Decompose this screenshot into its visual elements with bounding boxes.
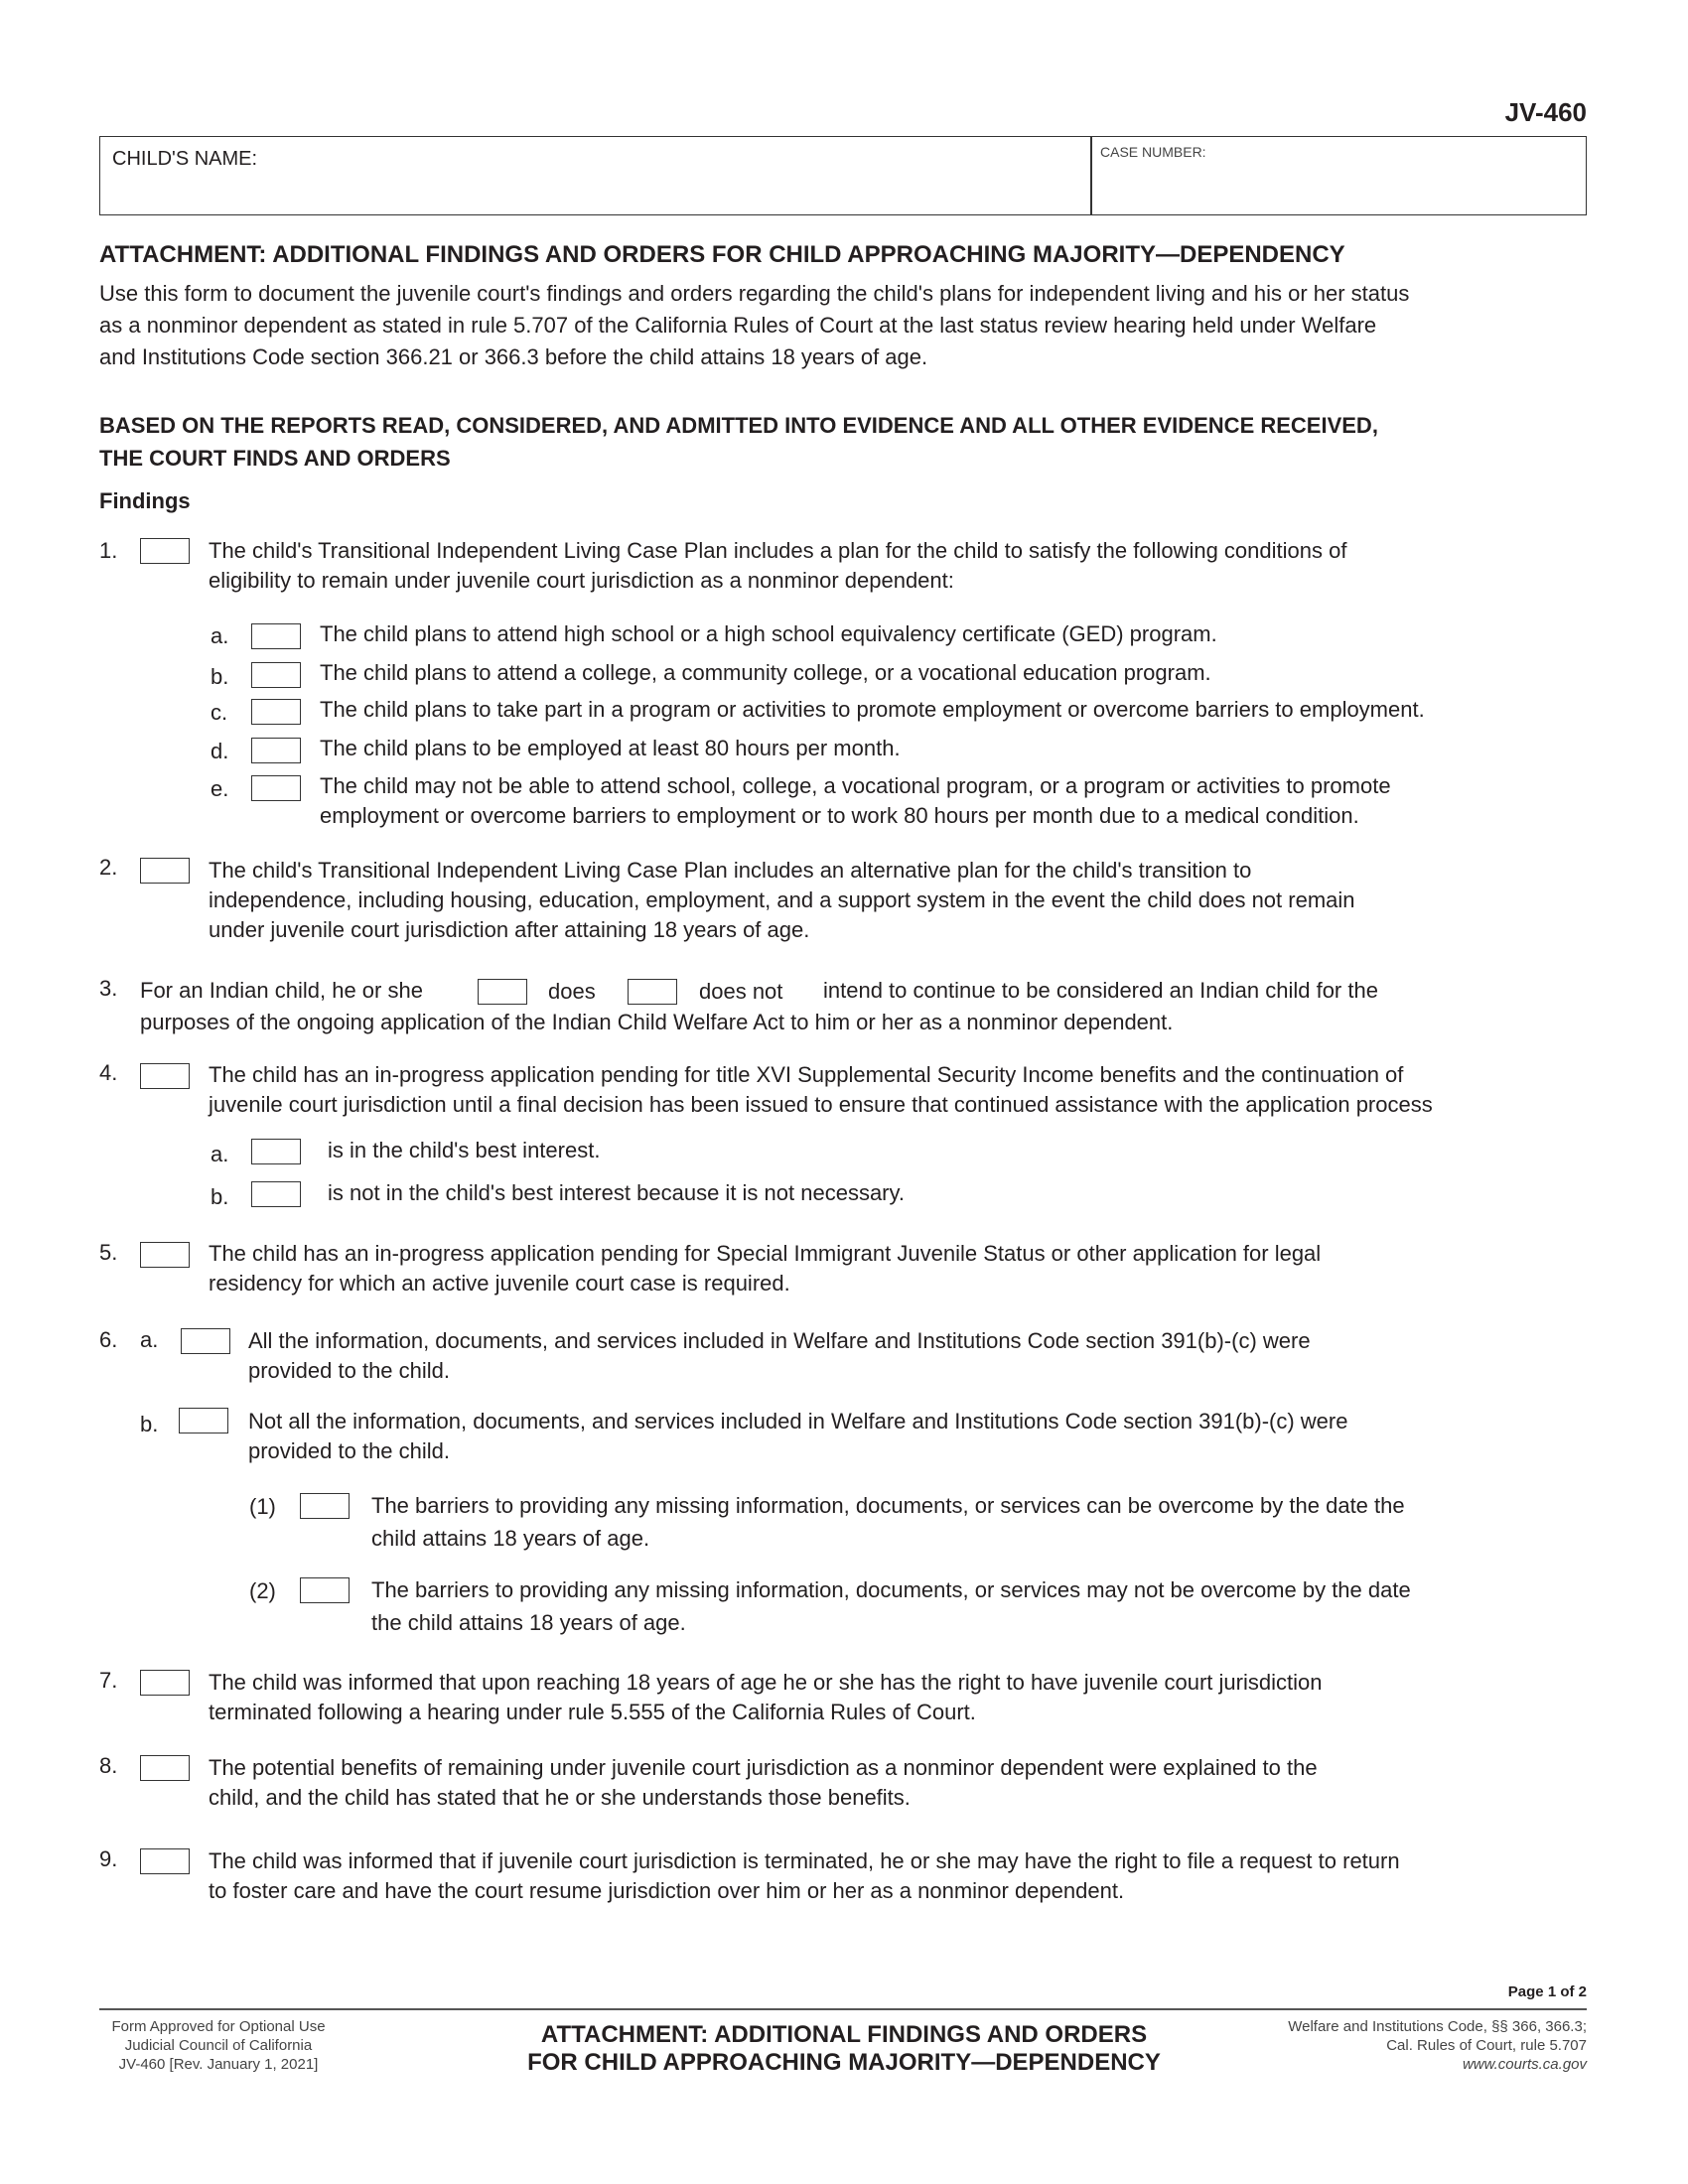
intro-paragraph [99, 278, 1589, 373]
item-number: 5. [99, 1240, 118, 1265]
item-2-line: The child's Transitional Independent Living Case Plan includes an alternative plan for the child's transition to [209, 858, 1252, 883]
item-3-trailing-text: intend to continue to be considered an Indian child for the [823, 978, 1378, 1003]
item-7-line: The child was informed that upon reaching 18 years of age he or she has the right to have juvenile court jurisdiction [209, 1670, 1323, 1695]
footer-right-line: Welfare and Institutions Code, §§ 366, 366.3; [1288, 2018, 1587, 2035]
footer-right-line: Cal. Rules of Court, rule 5.707 [1386, 2037, 1587, 2054]
item-7-text [209, 1668, 1322, 1727]
item-8-checkbox[interactable] [140, 1755, 190, 1781]
item-3-lead-text: For an Indian child, he or she [140, 978, 423, 1003]
item-1e-line: employment or overcome barriers to employment or to work 80 hours per month due to a medical condition. [320, 803, 1359, 828]
intro-line: and Institutions Code section 366.21 or 366.3 before the child attains 18 years of age. [99, 344, 928, 369]
item-1-checkbox[interactable] [140, 538, 190, 564]
item-1a-text: The child plans to attend high school or a high school equivalency certificate (GED) program. [320, 621, 1217, 646]
case-number-field[interactable]: CASE NUMBER: [1100, 144, 1206, 160]
footer-title-line: FOR CHILD APPROACHING MAJORITY—DEPENDENCY [527, 2049, 1161, 2076]
item-6b2-line: the child attains 18 years of age. [371, 1610, 686, 1635]
item-2-text [209, 856, 1355, 945]
footer-left-line: JV-460 [Rev. January 1, 2021] [118, 2056, 319, 2073]
item-5-line: The child has an in-progress application pending for Special Immigrant Juvenile Status or other application for legal [209, 1241, 1322, 1266]
findings-heading: Findings [99, 488, 191, 513]
item-1-line: eligibility to remain under juvenile court jurisdiction as a nonminor dependent: [209, 568, 954, 593]
item-6b2-checkbox[interactable] [300, 1577, 350, 1603]
item-2-line: under juvenile court jurisdiction after attaining 18 years of age. [209, 917, 810, 942]
item-4-checkbox[interactable] [140, 1063, 190, 1089]
caption-divider [1090, 137, 1092, 214]
item-3-does-not-label: does not [699, 979, 783, 1004]
item-number: 8. [99, 1753, 118, 1778]
item-6a-line: provided to the child. [248, 1358, 451, 1383]
sub-letter: b. [211, 1184, 229, 1209]
item-6a-checkbox[interactable] [181, 1328, 230, 1354]
item-1e-checkbox[interactable] [251, 775, 301, 801]
item-8-line: child, and the child has stated that he or she understands those benefits. [209, 1785, 911, 1810]
page-title: ATTACHMENT: ADDITIONAL FINDINGS AND ORDERS FOR CHILD APPROACHING MAJORITY—DEPENDENCY [99, 241, 1345, 268]
item-8-line: The potential benefits of remaining under juvenile court jurisdiction as a nonminor dependent were explained to the [209, 1755, 1318, 1780]
item-1a-checkbox[interactable] [251, 623, 301, 649]
item-6b2-text [371, 1575, 1411, 1638]
item-4-text [209, 1060, 1433, 1120]
item-9-text [209, 1846, 1400, 1906]
item-5-checkbox[interactable] [140, 1242, 190, 1268]
item-number: 2. [99, 855, 118, 880]
item-number: 7. [99, 1668, 118, 1693]
item-7-checkbox[interactable] [140, 1670, 190, 1696]
sub-letter: b. [211, 664, 229, 689]
court-finds-line: THE COURT FINDS AND ORDERS [99, 446, 451, 471]
item-1c-text: The child plans to take part in a program or activities to promote employment or overcome barriers to employment. [320, 697, 1425, 722]
item-4b-checkbox[interactable] [251, 1181, 301, 1207]
item-5-text [209, 1239, 1321, 1298]
item-1e-line: The child may not be able to attend school, college, a vocational program, or a program or activities to promote [320, 773, 1391, 798]
caption-box [99, 136, 1587, 215]
item-3-does-label: does [548, 979, 596, 1004]
item-8-text [209, 1753, 1318, 1813]
item-1d-text: The child plans to be employed at least 80 hours per month. [320, 736, 901, 760]
court-finds-line: BASED ON THE REPORTS READ, CONSIDERED, AND ADMITTED INTO EVIDENCE AND ALL OTHER EVIDENCE RECEIVED, [99, 413, 1378, 438]
item-6b1-line: The barriers to providing any missing information, documents, or services can be overcome by the date the [371, 1493, 1405, 1518]
item-6a-text [248, 1326, 1311, 1386]
item-6b1-text [371, 1491, 1405, 1554]
item-6b-line: Not all the information, documents, and services included in Welfare and Institutions Code section 391(b)-(c) were [248, 1409, 1348, 1433]
item-number: 4. [99, 1060, 118, 1085]
item-1c-checkbox[interactable] [251, 699, 301, 725]
sub-letter: b. [140, 1412, 159, 1436]
item-number: 9. [99, 1846, 118, 1871]
item-1d-checkbox[interactable] [251, 738, 301, 763]
item-number: 6. [99, 1327, 118, 1352]
intro-line: Use this form to document the juvenile court's findings and orders regarding the child's plans for independent living and his or her status [99, 281, 1410, 306]
item-2-checkbox[interactable] [140, 858, 190, 884]
item-6b-checkbox[interactable] [179, 1408, 228, 1433]
intro-line: as a nonminor dependent as stated in rule 5.707 of the California Rules of Court at the last status review hearing held under Welfare [99, 313, 1377, 338]
item-1b-text: The child plans to attend a college, a community college, or a vocational education program. [320, 660, 1211, 685]
footer-website-link[interactable]: www.courts.ca.gov [1462, 2056, 1587, 2073]
item-4-line: juvenile court jurisdiction until a final decision has been issued to ensure that continued assistance with the application process [209, 1092, 1433, 1117]
item-6b1-line: child attains 18 years of age. [371, 1526, 650, 1551]
sub-letter: d. [211, 739, 229, 763]
footer-divider [99, 2008, 1587, 2010]
item-6b-line: provided to the child. [248, 1438, 451, 1463]
item-1-line: The child's Transitional Independent Living Case Plan includes a plan for the child to satisfy the following conditions of [209, 538, 1347, 563]
item-4b-text: is not in the child's best interest because it is not necessary. [328, 1180, 905, 1205]
item-4a-checkbox[interactable] [251, 1139, 301, 1164]
item-3-does-not-checkbox[interactable] [628, 979, 677, 1005]
footer-title-line: ATTACHMENT: ADDITIONAL FINDINGS AND ORDERS [540, 2021, 1148, 2048]
item-number: 3. [99, 976, 118, 1001]
item-9-checkbox[interactable] [140, 1848, 190, 1874]
item-6b1-checkbox[interactable] [300, 1493, 350, 1519]
page-number: Page 1 of 2 [1507, 1983, 1587, 2000]
item-2-line: independence, including housing, education, employment, and a support system in the event the child does not remain [209, 887, 1355, 912]
item-4-line: The child has an in-progress application pending for title XVI Supplemental Security Income benefits and the continuation of [209, 1062, 1404, 1087]
court-finds-heading [99, 409, 1589, 475]
item-9-line: to foster care and have the court resume jurisdiction over him or her as a nonminor dependent. [209, 1878, 1125, 1903]
sub-letter: e. [211, 776, 229, 801]
footer-form-info [99, 2017, 338, 2074]
footer-left-line: Judicial Council of California [124, 2037, 313, 2054]
sub-letter: a. [211, 1142, 229, 1166]
item-5-line: residency for which an active juvenile court case is required. [209, 1271, 790, 1296]
form-id: JV-460 [1504, 97, 1587, 127]
footer-title [417, 2021, 1271, 2077]
item-6b2-line: The barriers to providing any missing information, documents, or services may not be overcome by the date [371, 1577, 1411, 1602]
item-1-text [209, 536, 1346, 596]
child-name-field[interactable]: CHILD'S NAME: [112, 148, 258, 170]
sub-letter: a. [211, 623, 229, 648]
item-number: 1. [99, 538, 118, 563]
item-3-does-checkbox[interactable] [478, 979, 527, 1005]
sub-label: (2) [249, 1578, 276, 1603]
item-7-line: terminated following a hearing under rule 5.555 of the California Rules of Court. [209, 1700, 976, 1724]
item-6a-line: All the information, documents, and services included in Welfare and Institutions Code section 391(b)-(c) were [248, 1328, 1311, 1353]
item-3-line-2: purposes of the ongoing application of the Indian Child Welfare Act to him or her as a nonminor dependent. [140, 1010, 1174, 1034]
footer-citations [1288, 2017, 1587, 2074]
item-4a-text: is in the child's best interest. [328, 1138, 601, 1162]
item-1e-text [320, 771, 1391, 831]
sub-letter: c. [211, 700, 228, 725]
item-1b-checkbox[interactable] [251, 662, 301, 688]
item-6b-text [248, 1407, 1347, 1466]
sub-label: (1) [249, 1494, 276, 1519]
footer-left-line: Form Approved for Optional Use [111, 2018, 326, 2035]
item-9-line: The child was informed that if juvenile court jurisdiction is terminated, he or she may have the right to file a request to return [209, 1848, 1400, 1873]
sub-letter: a. [140, 1327, 159, 1352]
